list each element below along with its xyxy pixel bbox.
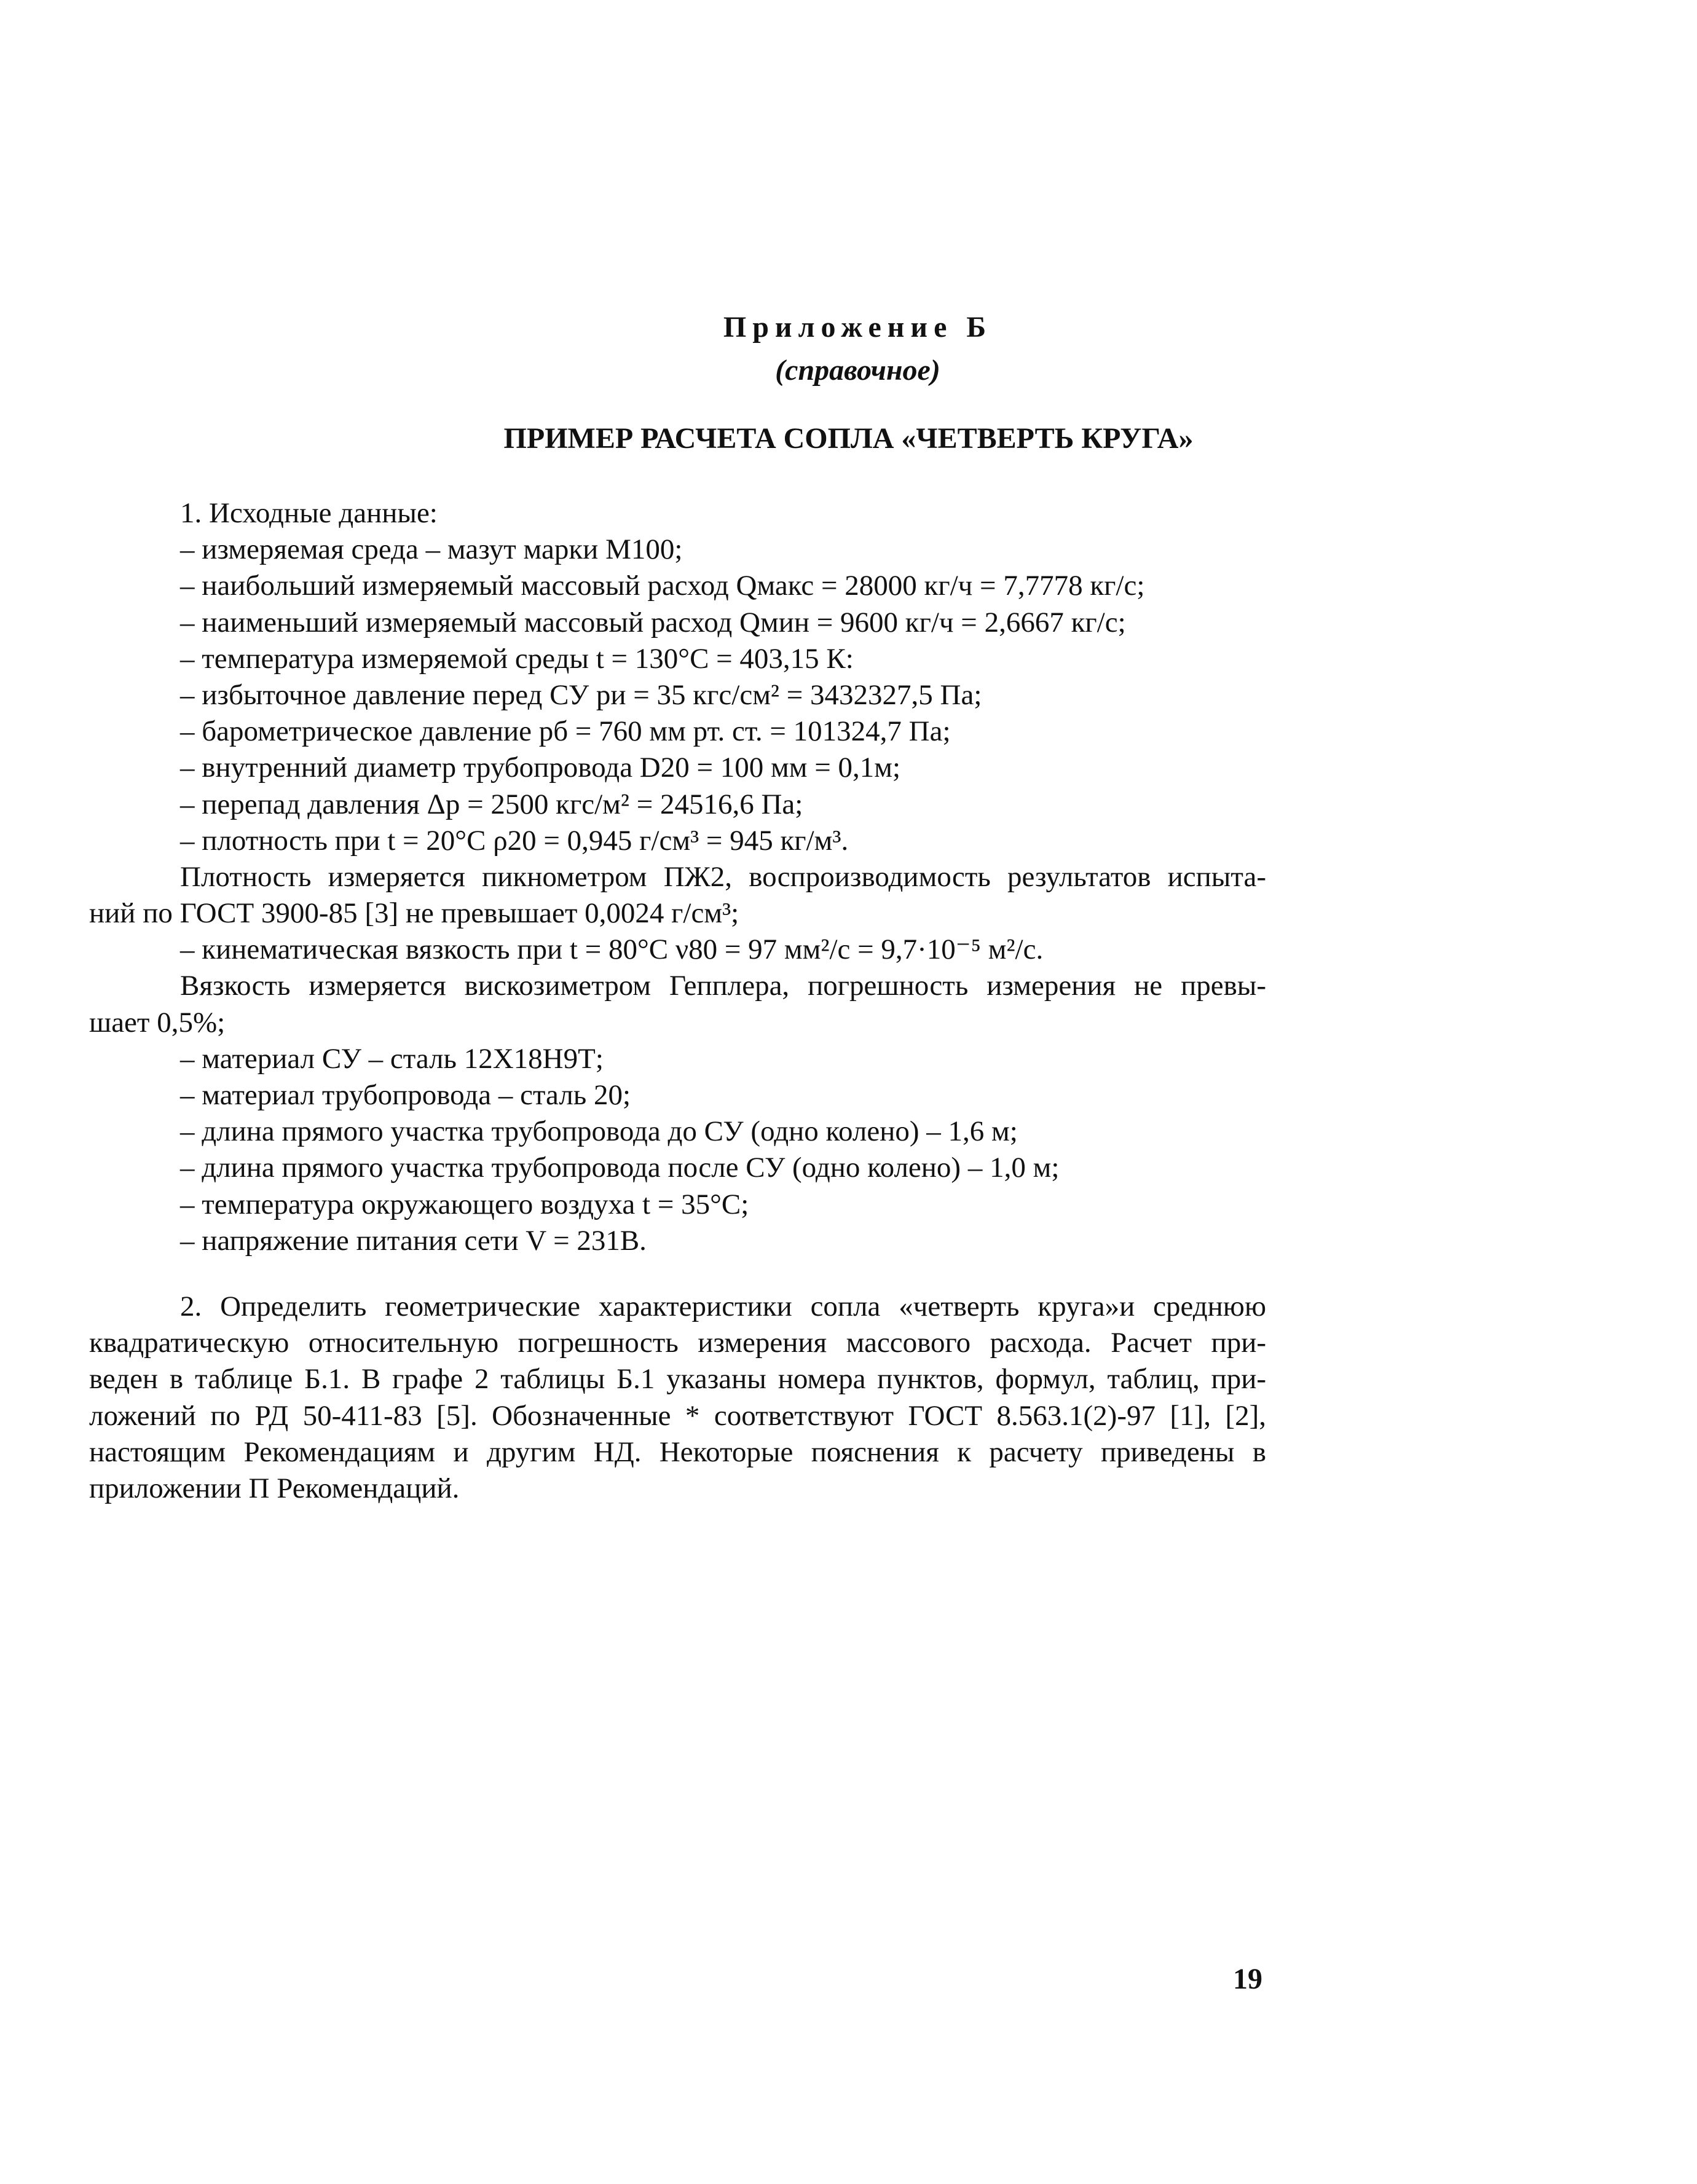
density-note-line — [0, 859, 1697, 895]
list-item: – материал трубопровода – сталь 20; — [180, 1079, 631, 1111]
page-number: 19 — [1233, 1963, 1262, 1995]
section1-heading: 1. Исходные данные: — [180, 497, 438, 529]
list-item: – перепад давления Δр = 2500 кгс/м² = 24516,6 Па; — [180, 788, 803, 820]
paragraph-gap — [0, 1259, 1697, 1289]
list-item: – длина прямого участка трубопровода после СУ (одно колено) – 1,0 м; — [180, 1152, 1060, 1184]
list-item: – избыточное давление перед СУ pи = 35 кгс/см² = 3432327,5 Па; — [180, 678, 982, 711]
section2-text: 2. Определить геометрические характеристики сопла «четверть круга»и среднюю — [180, 1290, 1266, 1322]
list-item: – температура измеряемой среды t = 130°С = 403,15 К: — [180, 642, 854, 675]
density-note-line: ний по ГОСТ 3900-85 [3] не превышает 0,0024 г/см³; — [89, 897, 739, 930]
viscosity-note-line — [0, 968, 1697, 1004]
list-item: – плотность при t = 20°С ρ20 = 0,945 г/см³ = 945 кг/м³. — [180, 824, 849, 857]
list-item: – кинематическая вязкость при t = 80°С ν80 = 97 мм²/с = 9,7·10⁻⁵ м²/с. — [180, 933, 1044, 966]
document-body — [0, 495, 1697, 1507]
list-item: – наименьший измеряемый массовый расход Qмин = 9600 кг/ч = 2,6667 кг/с; — [180, 606, 1126, 638]
list-item: – наибольший измеряемый массовый расход Qмакс = 28000 кг/ч = 7,7778 кг/с; — [180, 570, 1145, 602]
list-item: – измеряемая среда – мазут марки М100; — [180, 533, 683, 566]
section2-line: приложении П Рекомендаций. — [89, 1472, 460, 1504]
section2-line — [0, 1289, 1697, 1325]
list-item: – материал СУ – сталь 12Х18Н9Т; — [180, 1042, 604, 1075]
section2-text: квадратическую относительную погрешность измерения массового расхода. Расчет при- — [89, 1327, 1266, 1359]
list-item: – внутренний диаметр трубопровода D20 = 100 мм = 0,1м; — [180, 752, 901, 784]
list-item: – длина прямого участка трубопровода до СУ (одно колено) – 1,6 м; — [180, 1115, 1018, 1148]
document-title: ПРИМЕР РАСЧЕТА СОПЛА «ЧЕТВЕРТЬ КРУГА» — [503, 422, 1194, 455]
section2-text: веден в таблице Б.1. В графе 2 таблицы Б.1 указаны номера пунктов, формул, таблиц, при- — [89, 1363, 1266, 1396]
section2-line — [0, 1434, 1697, 1471]
section2-line — [0, 1325, 1697, 1361]
section2-line — [0, 1398, 1697, 1434]
section2-text: настоящим Рекомендациям и другим НД. Некоторые пояснения к расчету приведены в — [89, 1436, 1266, 1468]
list-item: – температура окружающего воздуха t = 35°С; — [180, 1188, 749, 1220]
appendix-type: (справочное) — [775, 354, 940, 387]
list-item: – барометрическое давление pб = 760 мм рт. ст. = 101324,7 Па; — [180, 715, 951, 748]
section2-line — [0, 1361, 1697, 1397]
density-note-text: Плотность измеряется пикнометром ПЖ2, воспроизводимость результатов испыта- — [180, 860, 1266, 893]
viscosity-note-text: Вязкость измеряется вискозиметром Гепплера, погрешность измерения не превы- — [180, 970, 1266, 1002]
section2-text: ложений по РД 50-411-83 [5]. Обозначенные * соответствуют ГОСТ 8.563.1(2)-97 [1], [2], — [89, 1399, 1266, 1432]
list-item: – напряжение питания сети V = 231В. — [180, 1224, 647, 1257]
appendix-label: Приложение Б — [723, 311, 993, 344]
viscosity-note-line: шает 0,5%; — [89, 1006, 226, 1039]
